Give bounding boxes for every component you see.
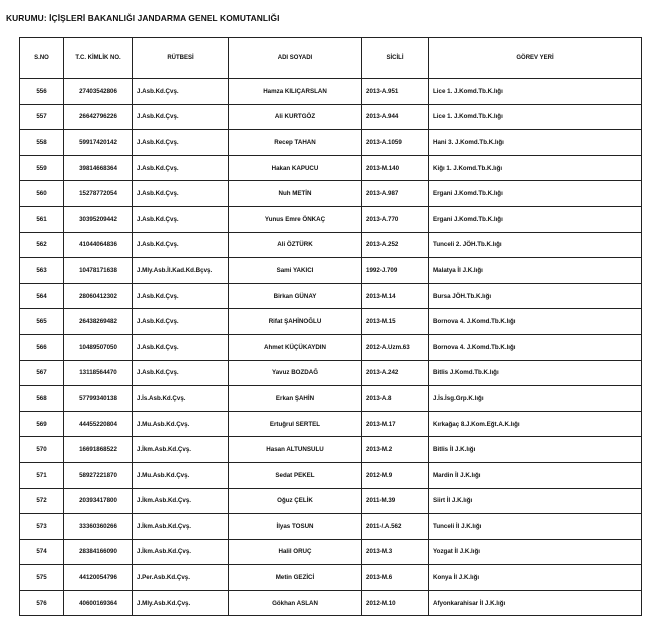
table-row [20,488,642,514]
cell-rutbe: J.Asb.Kd.Çvş. [133,206,229,232]
cell-gorev-yeri: Tunceli 2. JÖH.Tb.K.lığı [429,232,642,258]
cell-sno: 573 [20,514,64,540]
cell-sicil: 2013-M.6 [362,565,429,591]
table-row [20,386,642,412]
cell-ad-soyad: Birkan GÜNAY [229,283,362,309]
cell-gorev-yeri: Bitlis J.Komd.Tb.K.lığı [429,360,642,386]
cell-tc-kimlik: 28384166090 [64,539,133,565]
cell-sno: 571 [20,462,64,488]
cell-gorev-yeri: Kırkağaç 8.J.Kom.Eğt.A.K.lığı [429,411,642,437]
table-row [20,590,642,616]
cell-rutbe: J.Mu.Asb.Kd.Çvş. [133,462,229,488]
table-row [20,309,642,335]
table-row [20,206,642,232]
table-row [20,283,642,309]
cell-sicil: 2013-M.140 [362,155,429,181]
cell-gorev-yeri: Hani 3. J.Komd.Tb.K.lığı [429,130,642,156]
table-row [20,232,642,258]
cell-tc-kimlik: 13118564470 [64,360,133,386]
table-row [20,462,642,488]
cell-rutbe: J.Per.Asb.Kd.Çvş. [133,565,229,591]
cell-rutbe: J.Asb.Kd.Çvş. [133,104,229,130]
cell-tc-kimlik: 10489507050 [64,334,133,360]
cell-ad-soyad: Halil ORUÇ [229,539,362,565]
cell-tc-kimlik: 27403542806 [64,79,133,105]
cell-gorev-yeri: Yozgat İl J.K.lığı [429,539,642,565]
cell-gorev-yeri: Lice 1. J.Komd.Tb.K.lığı [429,79,642,105]
cell-tc-kimlik: 16691868522 [64,437,133,463]
cell-ad-soyad: İlyas TOSUN [229,514,362,540]
cell-sno: 566 [20,334,64,360]
cell-ad-soyad: Oğuz ÇELİK [229,488,362,514]
cell-rutbe: J.Asb.Kd.Çvş. [133,232,229,258]
table-row [20,360,642,386]
cell-sicil: 2013-A.944 [362,104,429,130]
cell-sno: 562 [20,232,64,258]
cell-ad-soyad: Hasan ALTUNSULU [229,437,362,463]
column-header-rutbe: RÜTBESİ [133,38,229,79]
table-row [20,437,642,463]
cell-ad-soyad: Sedat PEKEL [229,462,362,488]
cell-ad-soyad: Gökhan ASLAN [229,590,362,616]
cell-rutbe: J.Asb.Kd.Çvş. [133,155,229,181]
cell-rutbe: J.İkm.Asb.Kd.Çvş. [133,437,229,463]
column-header-sno: S.NO [20,38,64,79]
cell-sno: 575 [20,565,64,591]
cell-sno: 576 [20,590,64,616]
table-row [20,181,642,207]
column-header-tc: T.C. KİMLİK NO. [64,38,133,79]
table-row [20,258,642,284]
cell-sno: 572 [20,488,64,514]
cell-tc-kimlik: 28060412302 [64,283,133,309]
cell-gorev-yeri: Konya İl J.K.lığı [429,565,642,591]
table-header-row [20,38,642,79]
cell-sicil: 2013-M.14 [362,283,429,309]
cell-ad-soyad: Erkan ŞAHİN [229,386,362,412]
table-row [20,514,642,540]
cell-sicil: 2011-M.39 [362,488,429,514]
cell-sno: 556 [20,79,64,105]
cell-gorev-yeri: Kiğı 1. J.Komd.Tb.K.lığı [429,155,642,181]
cell-gorev-yeri: Bornova 4. J.Komd.Tb.K.lığı [429,309,642,335]
cell-sicil: 2012-A.Uzm.63 [362,334,429,360]
cell-sicil: 2012-M.9 [362,462,429,488]
cell-gorev-yeri: Ergani J.Komd.Tb.K.lığı [429,181,642,207]
column-header-gorev: GÖREV YERİ [429,38,642,79]
cell-ad-soyad: Ali ÖZTÜRK [229,232,362,258]
cell-sno: 567 [20,360,64,386]
cell-tc-kimlik: 44455220804 [64,411,133,437]
cell-tc-kimlik: 41044064836 [64,232,133,258]
cell-sno: 568 [20,386,64,412]
cell-tc-kimlik: 57799340138 [64,386,133,412]
cell-gorev-yeri: Bitlis İl J.K.lığı [429,437,642,463]
cell-tc-kimlik: 44120054796 [64,565,133,591]
cell-sno: 564 [20,283,64,309]
cell-gorev-yeri: Bornova 4. J.Komd.Tb.K.lığı [429,334,642,360]
cell-ad-soyad: Hakan KAPUCU [229,155,362,181]
cell-sno: 570 [20,437,64,463]
cell-sicil: 2013-A.242 [362,360,429,386]
cell-sno: 563 [20,258,64,284]
cell-tc-kimlik: 33360360266 [64,514,133,540]
table-row [20,411,642,437]
personnel-table [19,37,642,616]
cell-rutbe: J.İkm.Asb.Kd.Çvş. [133,514,229,540]
table-row [20,334,642,360]
cell-rutbe: J.Asb.Kd.Çvş. [133,334,229,360]
cell-ad-soyad: Rifat ŞAHİNOĞLU [229,309,362,335]
cell-rutbe: J.İkm.Asb.Kd.Çvş. [133,539,229,565]
cell-sno: 559 [20,155,64,181]
cell-sno: 560 [20,181,64,207]
cell-sicil: 2013-M.3 [362,539,429,565]
cell-tc-kimlik: 15278772054 [64,181,133,207]
cell-ad-soyad: Ertuğrul SERTEL [229,411,362,437]
column-header-ad: ADI SOYADI [229,38,362,79]
cell-gorev-yeri: Malatya İl J.K.lığı [429,258,642,284]
cell-gorev-yeri: Mardin İl J.K.lığı [429,462,642,488]
cell-tc-kimlik: 26642796226 [64,104,133,130]
cell-tc-kimlik: 10478171638 [64,258,133,284]
cell-rutbe: J.Asb.Kd.Çvş. [133,360,229,386]
cell-sicil: 2013-M.17 [362,411,429,437]
cell-rutbe: J.İkm.Asb.Kd.Çvş. [133,488,229,514]
cell-gorev-yeri: Afyonkarahisar İl J.K.lığı [429,590,642,616]
cell-ad-soyad: Sami YAKICI [229,258,362,284]
table-row [20,130,642,156]
cell-sicil: 2013-A.951 [362,79,429,105]
cell-tc-kimlik: 58927221870 [64,462,133,488]
table-row [20,565,642,591]
cell-gorev-yeri: Ergani J.Komd.Tb.K.lığı [429,206,642,232]
cell-sicil: 2013-M.2 [362,437,429,463]
cell-ad-soyad: Yavuz BOZDAĞ [229,360,362,386]
page-title: KURUMU: İÇİŞLERİ BAKANLIĞI JANDARMA GENEL KOMUTANLIĞI [6,13,280,23]
cell-sicil: 2013-A.987 [362,181,429,207]
cell-rutbe: J.Asb.Kd.Çvş. [133,130,229,156]
cell-gorev-yeri: Lice 1. J.Komd.Tb.K.lığı [429,104,642,130]
cell-gorev-yeri: J.İs.İsg.Grp.K.lığı [429,386,642,412]
cell-sicil: 2012-M.10 [362,590,429,616]
table-row [20,539,642,565]
cell-sno: 569 [20,411,64,437]
cell-rutbe: J.Mly.Asb.İl.Kad.Kd.Bçvş. [133,258,229,284]
cell-sno: 574 [20,539,64,565]
column-header-sicil: SİCİLİ [362,38,429,79]
cell-sno: 557 [20,104,64,130]
cell-ad-soyad: Yunus Emre ÖNKAÇ [229,206,362,232]
cell-sicil: 2013-A.770 [362,206,429,232]
cell-rutbe: J.Asb.Kd.Çvş. [133,309,229,335]
cell-ad-soyad: Ahmet KÜÇÜKAYDIN [229,334,362,360]
cell-sno: 565 [20,309,64,335]
cell-rutbe: J.Asb.Kd.Çvş. [133,181,229,207]
table-row [20,104,642,130]
cell-tc-kimlik: 39814668364 [64,155,133,181]
cell-sicil: 1992-J.709 [362,258,429,284]
cell-sicil: 2013-M.15 [362,309,429,335]
cell-rutbe: J.İs.Asb.Kd.Çvş. [133,386,229,412]
cell-ad-soyad: Metin GEZİCİ [229,565,362,591]
cell-rutbe: J.Asb.Kd.Çvş. [133,283,229,309]
cell-ad-soyad: Nuh METİN [229,181,362,207]
cell-gorev-yeri: Siirt İl J.K.lığı [429,488,642,514]
table-row [20,79,642,105]
table-row [20,155,642,181]
cell-ad-soyad: Recep TAHAN [229,130,362,156]
cell-gorev-yeri: Bursa JÖH.Tb.K.lığı [429,283,642,309]
cell-gorev-yeri: Tunceli İl J.K.lığı [429,514,642,540]
cell-sno: 558 [20,130,64,156]
cell-sicil: 2013-A.1059 [362,130,429,156]
cell-tc-kimlik: 40600169364 [64,590,133,616]
cell-tc-kimlik: 26438269482 [64,309,133,335]
cell-tc-kimlik: 30395209442 [64,206,133,232]
cell-rutbe: J.Mu.Asb.Kd.Çvş. [133,411,229,437]
cell-tc-kimlik: 59917420142 [64,130,133,156]
cell-tc-kimlik: 20393417800 [64,488,133,514]
cell-sicil: 2011-/.A.562 [362,514,429,540]
cell-rutbe: J.Asb.Kd.Çvş. [133,79,229,105]
cell-sicil: 2013-A.252 [362,232,429,258]
cell-ad-soyad: Ali KURTGÖZ [229,104,362,130]
cell-sno: 561 [20,206,64,232]
cell-ad-soyad: Hamza KILIÇARSLAN [229,79,362,105]
cell-rutbe: J.Mly.Asb.Kd.Çvş. [133,590,229,616]
cell-sicil: 2013-A.8 [362,386,429,412]
